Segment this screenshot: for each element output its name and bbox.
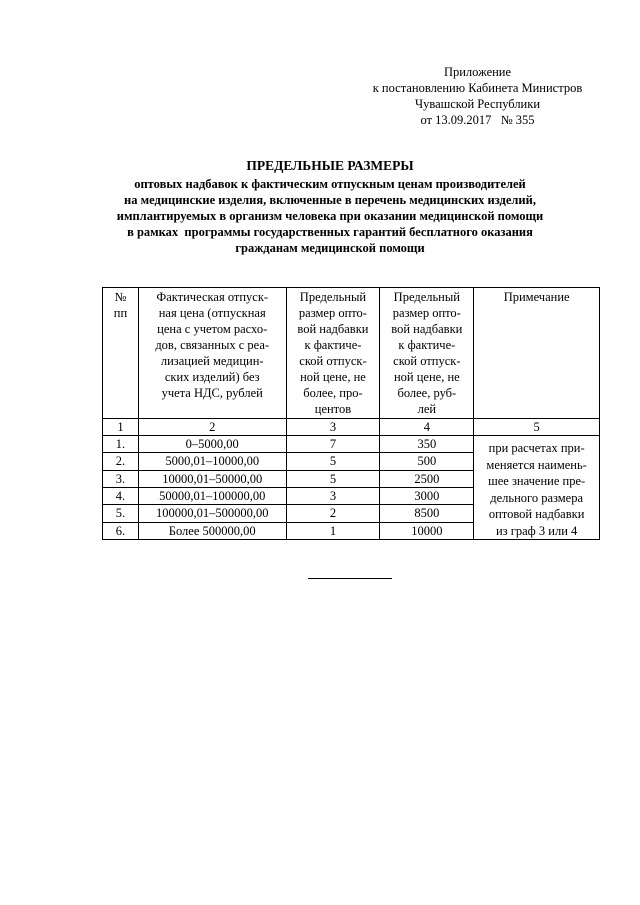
row-number: 1. [103, 436, 139, 453]
header-text: лей [417, 402, 437, 416]
header-text: размер опто- [298, 306, 367, 320]
markup-percent: 7 [286, 436, 380, 453]
heading-line: на медицинские изделия, включенные в перечень медицинских изделий, [124, 193, 536, 207]
header-markup-rubles [380, 288, 474, 419]
heading-line: оптовых надбавок к фактическим отпускным ценам производителей [134, 177, 526, 191]
header-text: дов, связанных с реа- [155, 338, 270, 352]
table-row [103, 436, 600, 453]
appendix-date-number: от 13.09.2017 № 355 [420, 113, 535, 127]
heading-line: в рамках программы государственных гарантий бесплатного оказания [127, 225, 533, 239]
header-text: ной цене, не [393, 370, 460, 384]
document-title: ПРЕДЕЛЬНЫЕ РАЗМЕРЫ [246, 158, 414, 173]
header-text: Фактическая отпуск- [156, 290, 269, 304]
header-text: к фактиче- [304, 338, 362, 352]
markup-rubles: 500 [380, 453, 474, 470]
header-text: Примечание [503, 290, 570, 304]
row-number: 4. [103, 487, 139, 504]
end-divider [308, 578, 392, 579]
markup-rubles: 10000 [380, 522, 474, 539]
markup-rubles: 8500 [380, 505, 474, 522]
header-text: центов [314, 402, 352, 416]
table-header-row [103, 288, 600, 419]
markup-rubles: 350 [380, 436, 474, 453]
note-line: дельного размера [490, 490, 584, 505]
header-actual-price [138, 288, 286, 419]
appendix-block [355, 64, 600, 128]
header-text: лизацией медицин- [160, 354, 264, 368]
header-note [474, 288, 600, 419]
column-number: 5 [474, 419, 600, 436]
note-line: из граф 3 или 4 [495, 523, 578, 538]
header-text: Предельный [299, 290, 367, 304]
markup-percent: 1 [286, 522, 380, 539]
header-text: ной цене, не [300, 370, 366, 384]
note-line: меняется наимень- [486, 457, 587, 472]
markup-percent: 5 [286, 470, 380, 487]
appendix-resolution: к постановлению Кабинета Министров [372, 81, 583, 95]
header-text: пп [113, 306, 128, 320]
header-number [103, 288, 139, 419]
price-range: 10000,01–50000,00 [138, 470, 286, 487]
note-line: шее значение пре- [488, 474, 586, 488]
price-range: 50000,01–100000,00 [138, 487, 286, 504]
row-number: 6. [103, 522, 139, 539]
header-text: № [114, 290, 127, 304]
price-range: 5000,01–10000,00 [138, 453, 286, 470]
row-number: 3. [103, 470, 139, 487]
markup-limits-table [102, 287, 600, 540]
heading-line: гражданам медицинской помощи [235, 241, 425, 255]
column-number: 2 [138, 419, 286, 436]
header-text: вой надбавки [391, 322, 463, 336]
header-text: более, про- [303, 386, 363, 400]
note-cell [474, 436, 600, 540]
markup-percent: 5 [286, 453, 380, 470]
price-range: 100000,01–500000,00 [138, 505, 286, 522]
document-heading [70, 158, 590, 256]
header-text: ской отпуск- [299, 354, 367, 368]
column-number: 3 [286, 419, 380, 436]
header-text: к фактиче- [398, 338, 456, 352]
markup-rubles: 2500 [380, 470, 474, 487]
markup-rubles: 3000 [380, 487, 474, 504]
note-line: при расчетах при- [488, 441, 585, 455]
header-markup-percent [286, 288, 380, 419]
price-range: 0–5000,00 [138, 436, 286, 453]
column-number: 4 [380, 419, 474, 436]
row-number: 2. [103, 453, 139, 470]
header-text: ная цена (отпускная [158, 306, 266, 320]
header-text: ской отпуск- [393, 354, 461, 368]
markup-percent: 3 [286, 487, 380, 504]
price-range: Более 500000,00 [138, 522, 286, 539]
heading-line: имплантируемых в организм человека при оказании медицинской помощи [116, 209, 544, 223]
appendix-republic: Чувашской Республики [414, 97, 541, 111]
column-number-row [103, 419, 600, 436]
header-text: вой надбавки [297, 322, 369, 336]
appendix-title: Приложение [443, 65, 512, 79]
header-text: Предельный [393, 290, 460, 304]
column-number: 1 [103, 419, 139, 436]
header-text: цена с учетом расхо- [157, 322, 268, 336]
header-text: размер опто- [392, 306, 461, 320]
markup-percent: 2 [286, 505, 380, 522]
note-line: оптовой надбавки [488, 507, 585, 521]
row-number: 5. [103, 505, 139, 522]
header-text: ских изделий) без [164, 370, 260, 384]
header-text: более, руб- [397, 386, 457, 400]
header-text: учета НДС, рублей [161, 386, 263, 400]
